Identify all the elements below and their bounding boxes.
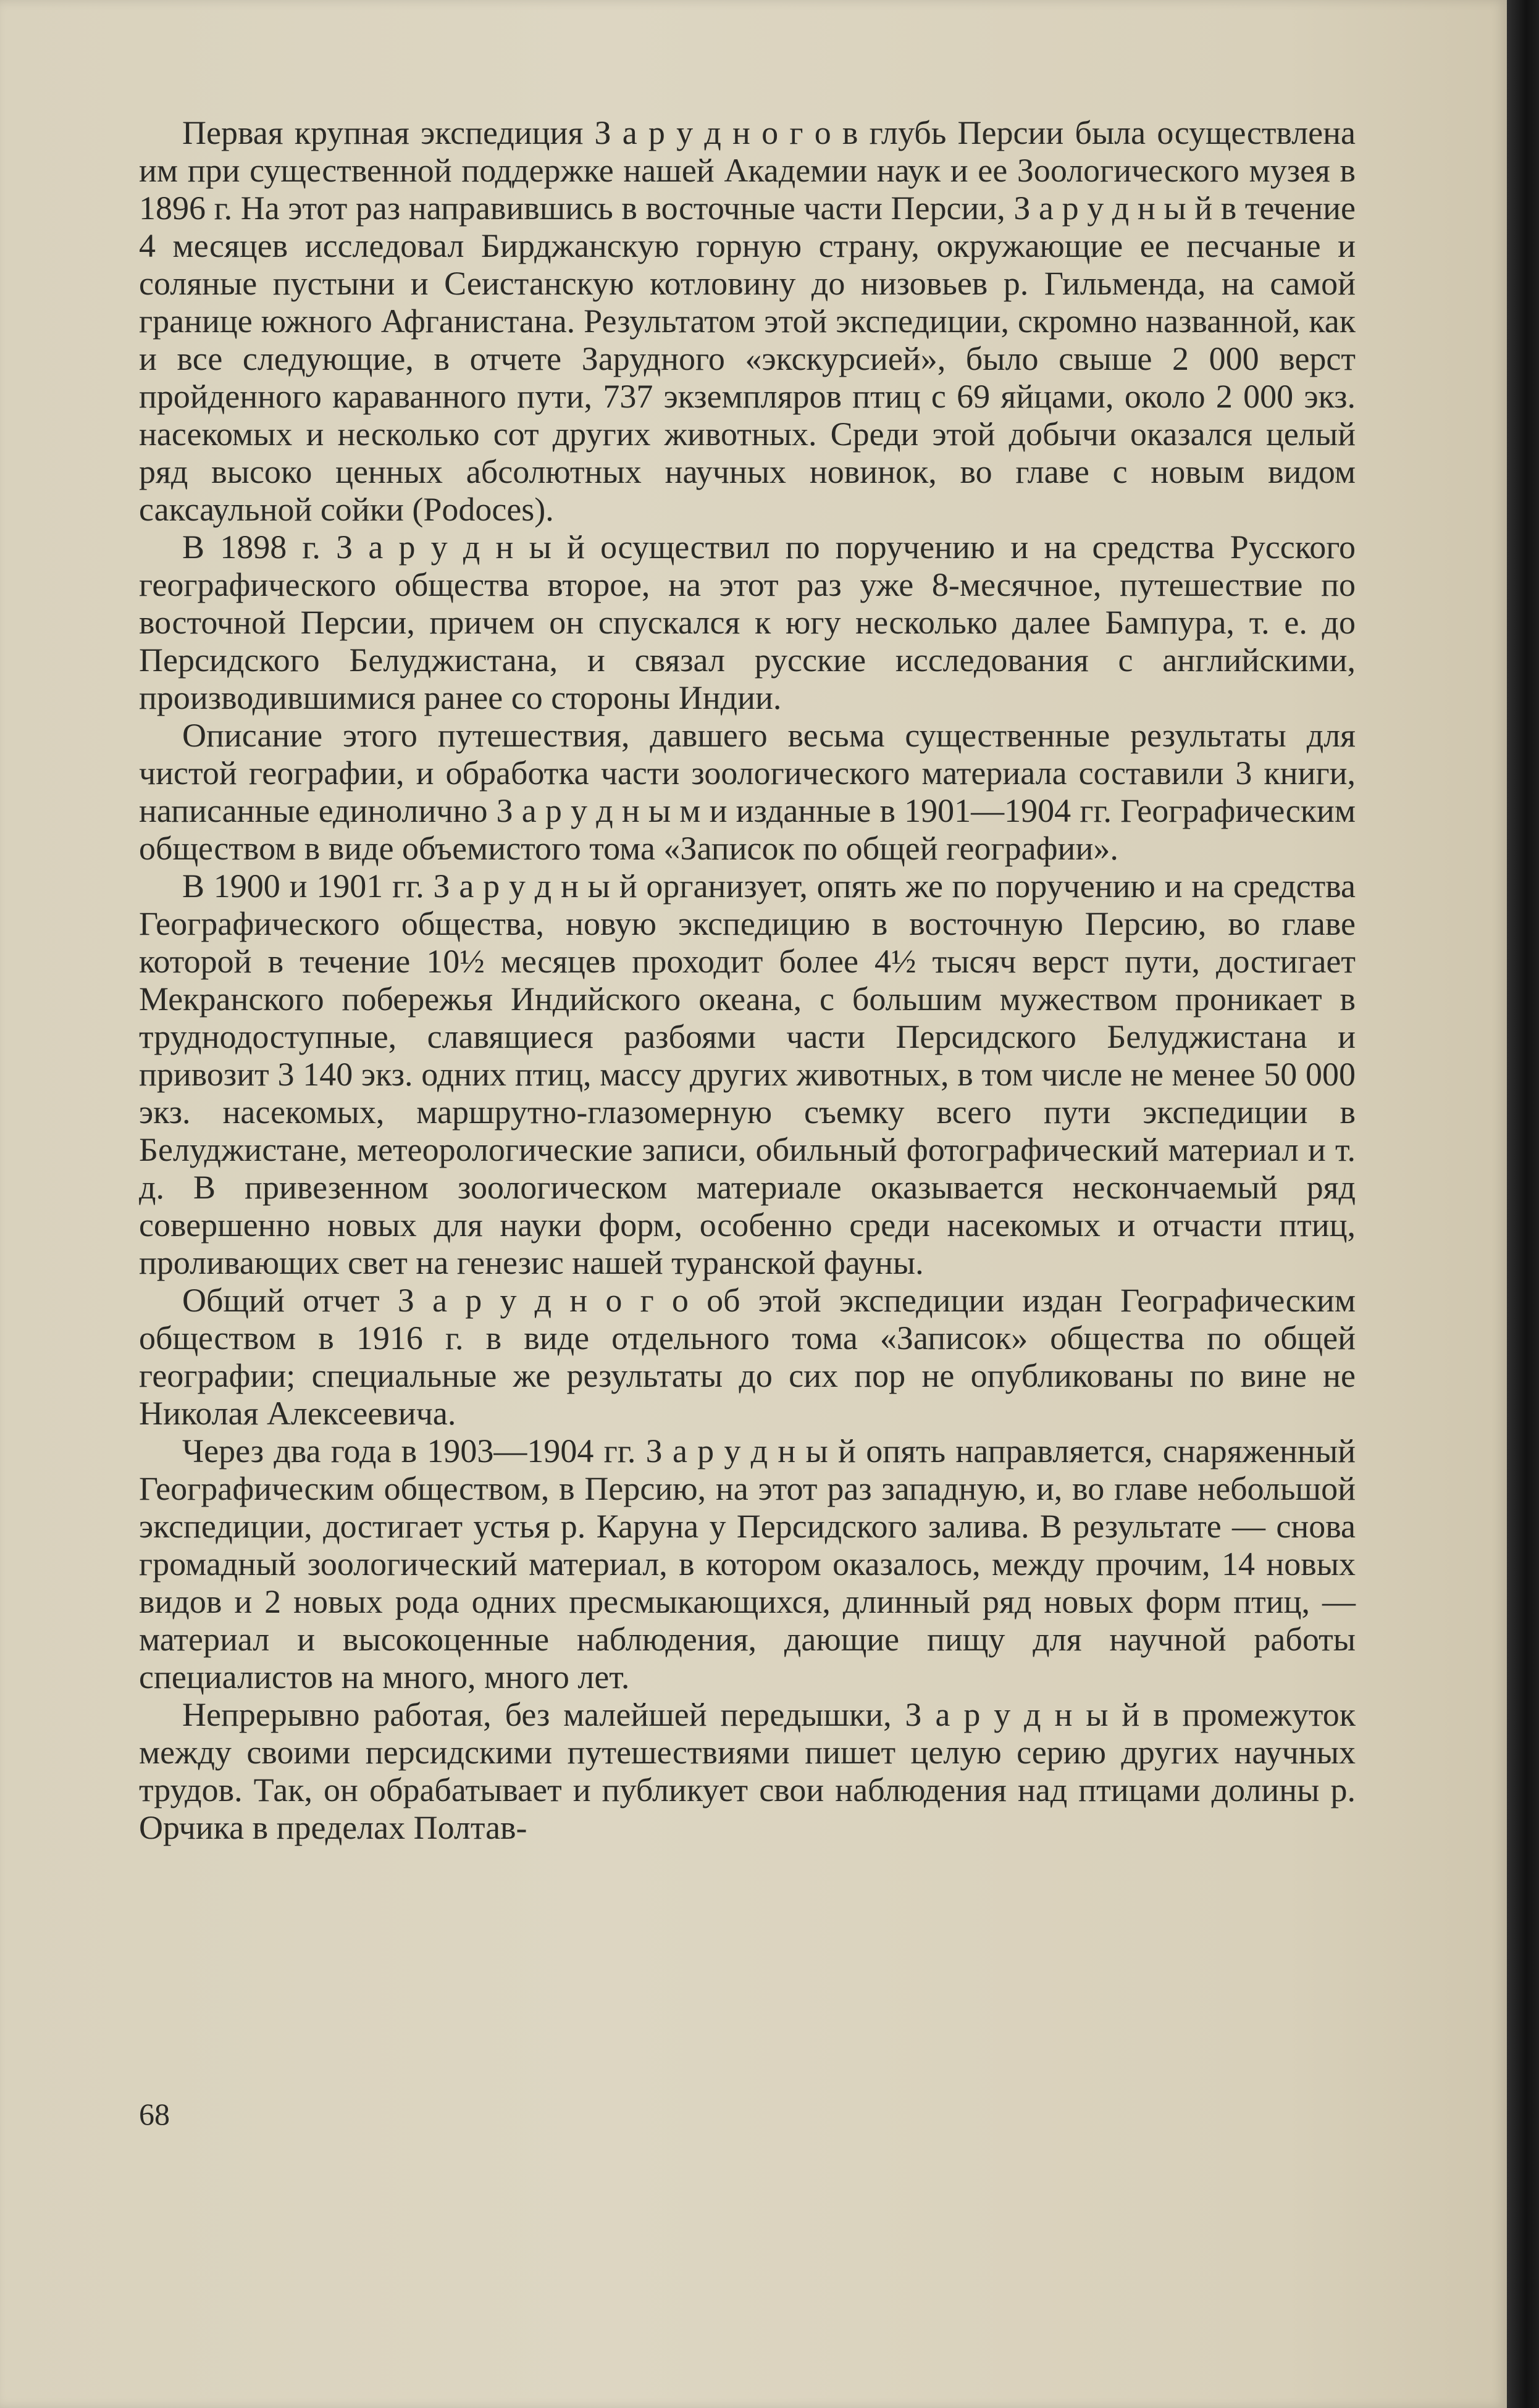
paragraph-1: Первая крупная экспедиция З а р у д н о г о в глубь Персии была осуществлена им при существенной поддержке нашей Академии наук и ее Зоологического музея в 1896 г. На этот раз направившись в восточные части Персии, З а р у д н ы й в течение 4 месяцев исследовал Бирджанскую горную страну, окружающие ее песчаные и соляные пустыни и Сеистанскую котловину до низовьев р. Гильменда, на самой границе южного Афганистана. Результатом этой экспедиции, скромно названной, как и все следующие, в отчете Зарудного «экскурсией», было свыше 2 000 верст пройденного караванного пути, 737 экземпляров птиц с 69 яйцами, около 2 000 экз. насекомых и несколько сот других животных. Среди этой добычи оказался целый ряд высоко ценных абсолютных научных новинок, во главе с новым видом саксаульной сойки (Podoces). [139,114,1356,528]
page-number: 68 [139,2097,170,2131]
paragraph-5: Общий отчет З а р у д н о г о об этой экспедиции издан Географическим обществом в 1916 г. в виде отдельного тома «Записок» общества по общей географии; специальные же результаты до сих пор не опубликованы по вине не Николая Алексеевича. [139,1282,1356,1432]
main-text [139,114,1356,1847]
paragraph-7: Непрерывно работая, без малейшей передышки, З а р у д н ы й в промежуток между своими персидскими путешествиями пишет целую серию других научных трудов. Так, он обрабатывает и публикует свои наблюдения над птицами долины р. Орчика в пределах Полтав- [139,1696,1356,1846]
paragraph-6: Через два года в 1903—1904 гг. З а р у д н ы й опять направляется, снаряженный Географическим обществом, в Персию, на этот раз западную, и, во главе небольшой экспедиции, достигает устья р. Каруна у Персидского залива. В результате — снова громадный зоологический материал, в котором оказалось, между прочим, 14 новых видов и 2 новых рода одних пресмыкающихся, длинный ряд новых форм птиц, — материал и высокоценные наблюдения, дающие пищу для научной работы специалистов на много, много лет. [139,1432,1356,1695]
paragraph-4: В 1900 и 1901 гг. З а р у д н ы й организует, опять же по поручению и на средства Географического общества, новую экспедицию в восточную Персию, во главе которой в течение 10½ месяцев проходит более 4½ тысяч верст пути, достигает Мекранского побережья Индийского океана, с большим мужеством проникает в труднодоступные, славящиеся разбоями части Персидского Белуджистана и привозит 3 140 экз. одних птиц, массу других животных, в том числе не менее 50 000 экз. насекомых, маршрутно-глазомерную съемку всего пути экспедиции в Белуджистане, метеорологические записи, обильный фотографический материал и т. д. В привезенном зоологическом материале оказывается нескончаемый ряд совершенно новых для науки форм, особенно среди насекомых и отчасти птиц, проливающих свет на генезис нашей туранской фауны. [139,867,1356,1281]
scan-edge [1507,0,1539,2408]
paragraph-2: В 1898 г. З а р у д н ы й осуществил по поручению и на средства Русского географического общества второе, на этот раз уже 8-месячное, путешествие по восточной Персии, причем он спускался к югу несколько далее Бампура, т. е. до Персидского Белуджистана, и связал русские исследования с английскими, производившимися ранее со стороны Индии. [139,529,1356,716]
paragraph-3: Описание этого путешествия, давшего весьма существенные результаты для чистой географии, и обработка части зоологического материала составили 3 книги, написанные единолично З а р у д н ы м и изданные в 1901—1904 гг. Географическим обществом в виде объемистого тома «Записок по общей географии». [139,717,1356,867]
